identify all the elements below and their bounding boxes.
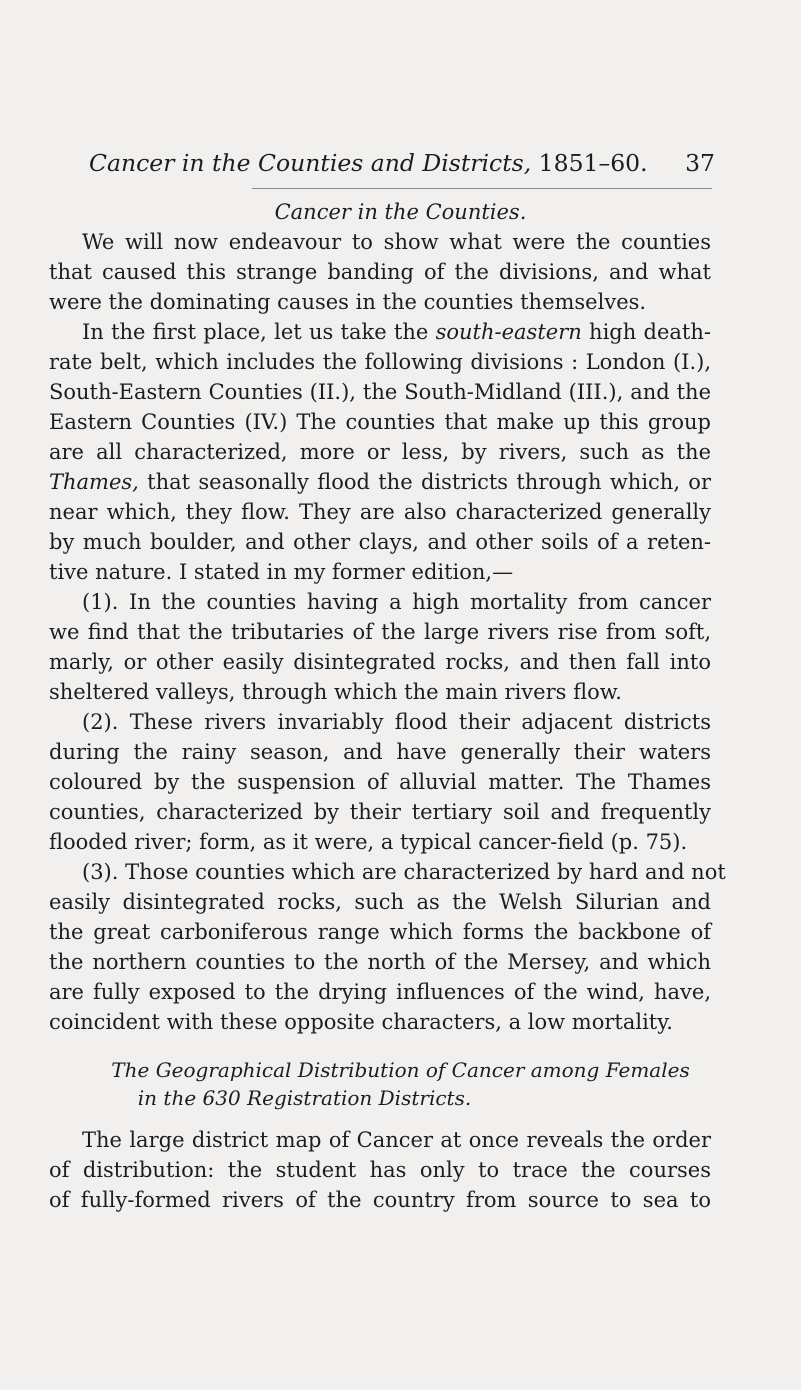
- text-line: are all characterized, more or less, by rivers, such as the: [49, 440, 711, 464]
- text-line: (1). In the counties having a high mortality from cancer: [82, 590, 711, 614]
- text-line: of fully-formed rivers of the country from source to sea to: [49, 1188, 711, 1212]
- text-line: Eastern Counties (IV.) The counties that make up this group: [49, 410, 711, 434]
- text-line: sheltered valleys, through which the main rivers flow.: [49, 680, 622, 704]
- text-line: counties, characterized by their tertiary soil and frequently: [49, 800, 711, 824]
- text-line: rate belt, which includes the following divisions : London (I.),: [49, 350, 711, 374]
- text-line: flooded river; form, as it were, a typical cancer-field (p. 75).: [49, 830, 688, 854]
- text-line: We will now endeavour to show what were the counties: [82, 230, 711, 254]
- text-line: The large district map of Cancer at once reveals the order: [82, 1128, 711, 1152]
- subsection-title-line-2: in the 630 Registration Districts.: [137, 1086, 472, 1110]
- text-line: South-Eastern Counties (II.), the South-Midland (III.), and the: [49, 380, 711, 404]
- page-number: 37: [685, 149, 715, 177]
- header-rule: [252, 188, 712, 189]
- emphasis-text: south-eastern: [435, 320, 582, 344]
- text-span: that seasonally flood the districts through which, or: [147, 470, 711, 494]
- text-line: tive nature. I stated in my former edition,—: [49, 560, 514, 584]
- text-line: the northern counties to the north of the Mersey, and which: [49, 950, 711, 974]
- emphasis-text: Thames,: [49, 470, 139, 494]
- text-line: of distribution: the student has only to trace the courses: [49, 1158, 711, 1182]
- text-line: we find that the tributaries of the large rivers rise from soft,: [49, 620, 711, 644]
- text-line: [82, 317, 711, 347]
- running-head: [89, 148, 715, 178]
- text-line: coloured by the suspension of alluvial matter. The Thames: [49, 770, 711, 794]
- subsection-title: The Geographical Distribution of Cancer among Females: [111, 1058, 690, 1082]
- text-line: coincident with these opposite characters, a low mortality.: [49, 1010, 673, 1034]
- text-line: (2). These rivers invariably flood their adjacent districts: [82, 710, 711, 734]
- running-years: 1851–60.: [538, 149, 648, 177]
- text-line: easily disintegrated rocks, such as the Welsh Silurian and: [49, 890, 711, 914]
- text-line: that caused this strange banding of the divisions, and what: [49, 260, 711, 284]
- text-line: by much boulder, and other clays, and other soils of a reten-: [49, 530, 711, 554]
- text-line: marly, or other easily disintegrated rocks, and then fall into: [49, 650, 711, 674]
- text-span: In the first place, let us take the: [82, 320, 429, 344]
- running-title: Cancer in the Counties and Districts,: [89, 149, 532, 177]
- text-line: the great carboniferous range which forms the backbone of: [49, 920, 711, 944]
- text-line: were the dominating causes in the counties themselves.: [49, 290, 647, 314]
- text-span: high death-: [589, 320, 711, 344]
- text-line: during the rainy season, and have generally their waters: [49, 740, 711, 764]
- text-line: are fully exposed to the drying influences of the wind, have,: [49, 980, 711, 1004]
- text-line: [49, 467, 711, 497]
- section-title: Cancer in the Counties.: [274, 200, 527, 224]
- text-line: (3). Those counties which are characterized by hard and not: [82, 860, 726, 884]
- text-line: near which, they flow. They are also characterized generally: [49, 500, 711, 524]
